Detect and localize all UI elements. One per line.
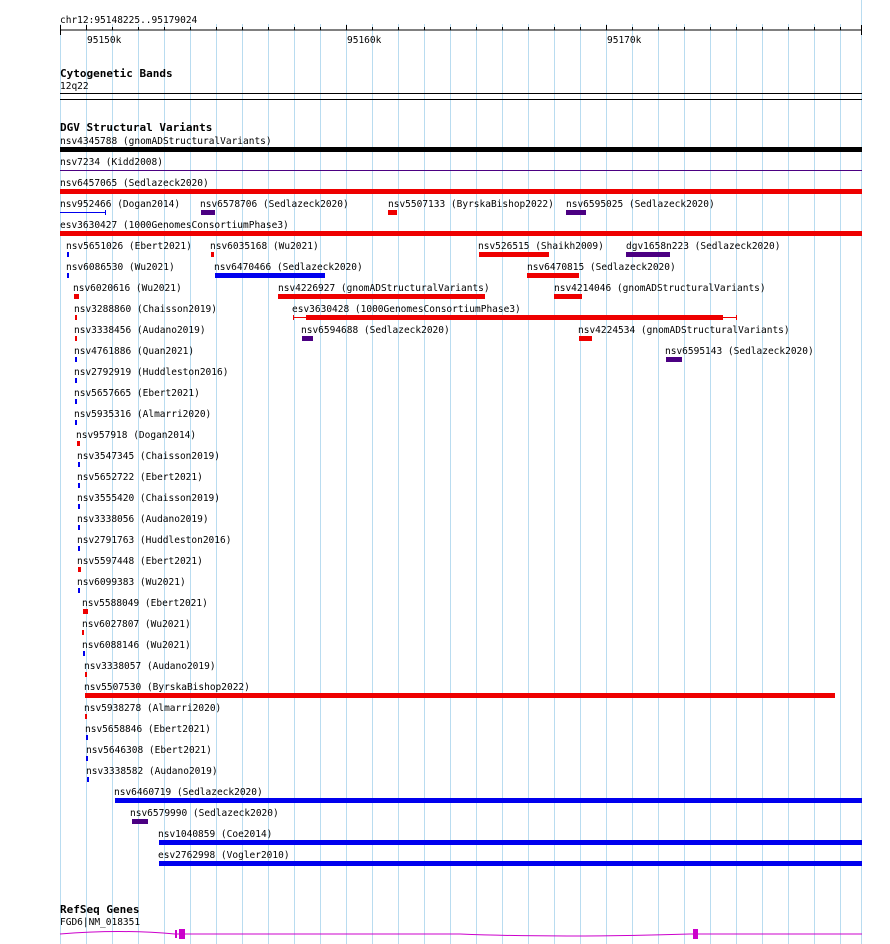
variant-label[interactable]: nsv6579990 (Sedlazeck2020) (130, 808, 279, 819)
variant-bar[interactable] (211, 252, 214, 257)
variant-label[interactable]: nsv3547345 (Chaisson2019) (77, 451, 220, 462)
variant-bar[interactable] (82, 630, 84, 635)
variant-label[interactable]: nsv6594688 (Sedlazeck2020) (301, 325, 450, 336)
variant-bar[interactable] (626, 252, 670, 257)
variant-bar[interactable] (78, 567, 81, 572)
variant-label[interactable]: nsv6086530 (Wu2021) (66, 262, 175, 273)
variant-label[interactable]: nsv4214046 (gnomADStructuralVariants) (554, 283, 766, 294)
variant-label[interactable]: nsv5657665 (Ebert2021) (74, 388, 200, 399)
variant-bar[interactable] (78, 525, 80, 530)
variant-label[interactable]: dgv1658n223 (Sedlazeck2020) (626, 241, 781, 252)
variant-bar[interactable] (85, 693, 835, 698)
variant-label[interactable]: nsv5652722 (Ebert2021) (77, 472, 203, 483)
variant-bar[interactable] (75, 420, 77, 425)
variant-bar[interactable] (388, 210, 397, 215)
variant-bar[interactable] (479, 252, 549, 257)
variant-bar[interactable] (115, 798, 862, 803)
variant-bar[interactable] (527, 273, 579, 278)
variant-bar[interactable] (75, 336, 77, 341)
cytoband-band-bottom[interactable] (60, 99, 862, 100)
variant-label[interactable]: nsv4226927 (gnomADStructuralVariants) (278, 283, 490, 294)
variant-label[interactable]: nsv4224534 (gnomADStructuralVariants) (578, 325, 790, 336)
variant-bar[interactable] (86, 756, 88, 761)
variant-bar[interactable] (566, 210, 586, 215)
refseq-track-title[interactable]: RefSeq Genes (60, 903, 140, 916)
variant-label[interactable]: nsv5651026 (Ebert2021) (66, 241, 192, 252)
variant-label[interactable]: nsv7234 (Kidd2008) (60, 157, 163, 168)
variant-bar[interactable] (302, 336, 313, 341)
variant-bar[interactable] (75, 315, 77, 320)
variant-bar[interactable] (78, 504, 80, 509)
variant-bar[interactable] (159, 861, 862, 866)
variant-bar[interactable] (75, 399, 77, 404)
variant-label[interactable]: esv3630428 (1000GenomesConsortiumPhase3) (292, 304, 521, 315)
variant-bar[interactable] (78, 462, 80, 467)
variant-bar[interactable] (77, 441, 80, 446)
variant-label[interactable]: nsv6099383 (Wu2021) (77, 577, 186, 588)
variant-bar[interactable] (60, 170, 862, 171)
ruler-minor-ticks (61, 25, 841, 30)
variant-bar[interactable] (60, 231, 862, 236)
variant-label[interactable]: nsv3338057 (Audano2019) (84, 661, 216, 672)
variant-label[interactable]: nsv6470466 (Sedlazeck2020) (214, 262, 363, 273)
ruler-tick-label: 95150k (87, 35, 122, 46)
variant-label[interactable]: nsv5507133 (ByrskaBishop2022) (388, 199, 554, 210)
variant-bar[interactable] (60, 189, 862, 194)
variant-label[interactable]: nsv5658846 (Ebert2021) (85, 724, 211, 735)
variant-label[interactable]: nsv957918 (Dogan2014) (76, 430, 197, 441)
refseq-gene-model[interactable] (0, 926, 890, 944)
variant-bar[interactable] (579, 336, 592, 341)
variant-label[interactable]: nsv6027807 (Wu2021) (82, 619, 191, 630)
variant-bar[interactable] (85, 714, 87, 719)
variant-bar[interactable] (554, 294, 582, 299)
variant-label[interactable]: nsv2792919 (Huddleston2016) (74, 367, 229, 378)
variant-label[interactable]: nsv5938278 (Almarri2020) (84, 703, 222, 714)
variant-bar[interactable] (87, 777, 89, 782)
variant-label[interactable]: nsv1040859 (Coe2014) (158, 829, 273, 840)
variant-bar[interactable] (85, 672, 87, 677)
variant-label[interactable]: nsv526515 (Shaikh2009) (478, 241, 604, 252)
variant-label[interactable]: nsv6020616 (Wu2021) (73, 283, 182, 294)
variant-bar[interactable] (278, 294, 485, 299)
variant-bar[interactable] (78, 588, 80, 593)
variant-label[interactable]: nsv3555420 (Chaisson2019) (77, 493, 220, 504)
variant-label[interactable]: nsv6470815 (Sedlazeck2020) (527, 262, 676, 273)
variant-label[interactable]: nsv5507530 (ByrskaBishop2022) (84, 682, 250, 693)
variant-label[interactable]: nsv5597448 (Ebert2021) (77, 556, 203, 567)
variant-label[interactable]: esv2762998 (Vogler2010) (158, 850, 290, 861)
variant-bar[interactable] (666, 357, 682, 362)
variant-label[interactable]: nsv3338056 (Audano2019) (77, 514, 209, 525)
variant-label[interactable]: nsv3338582 (Audano2019) (86, 766, 218, 777)
ruler-tick-label: 95170k (607, 35, 642, 46)
variant-label[interactable]: nsv952466 (Dogan2014) (60, 199, 181, 210)
variant-bar[interactable] (75, 357, 77, 362)
variant-bar-end (736, 315, 737, 320)
variant-label[interactable]: nsv5588049 (Ebert2021) (82, 598, 208, 609)
variant-label[interactable]: nsv6578706 (Sedlazeck2020) (200, 199, 349, 210)
variant-label[interactable]: nsv6035168 (Wu2021) (210, 241, 319, 252)
variant-bar[interactable] (74, 294, 79, 299)
cytoband-band-top[interactable] (60, 93, 862, 94)
variant-label[interactable]: nsv3338456 (Audano2019) (74, 325, 206, 336)
variant-bar[interactable] (215, 273, 325, 278)
variant-bar[interactable] (159, 840, 862, 845)
variant-bar[interactable] (60, 212, 106, 213)
variant-bar[interactable] (60, 147, 862, 152)
variant-label[interactable]: nsv3288860 (Chaisson2019) (74, 304, 217, 315)
variant-bar-core[interactable] (306, 315, 723, 320)
variant-label[interactable]: nsv4761886 (Quan2021) (74, 346, 195, 357)
variant-bar-end (293, 315, 294, 320)
variant-label[interactable]: nsv6595143 (Sedlazeck2020) (665, 346, 814, 357)
cytoband-label: 12q22 (60, 81, 89, 92)
variant-label[interactable]: nsv4345788 (gnomADStructuralVariants) (60, 136, 272, 147)
variant-bar[interactable] (83, 651, 85, 656)
ruler-axis[interactable] (0, 24, 890, 38)
variant-bar[interactable] (67, 252, 69, 257)
variant-bar-end (105, 210, 106, 215)
variant-bar[interactable] (67, 273, 69, 278)
dgv-track-title[interactable]: DGV Structural Variants (60, 121, 213, 134)
variant-label[interactable]: nsv5935316 (Almarri2020) (74, 409, 212, 420)
variant-label[interactable]: nsv6088146 (Wu2021) (82, 640, 191, 651)
variant-bar[interactable] (83, 609, 88, 614)
cytoband-track-title[interactable]: Cytogenetic Bands (60, 67, 173, 80)
variant-label[interactable]: nsv5646308 (Ebert2021) (86, 745, 212, 756)
variant-bar[interactable] (78, 483, 80, 488)
ruler-tick-label: 95160k (347, 35, 382, 46)
variant-label[interactable]: nsv2791763 (Huddleston2016) (77, 535, 232, 546)
variant-label[interactable]: nsv6460719 (Sedlazeck2020) (114, 787, 263, 798)
variant-bar[interactable] (78, 546, 80, 551)
variant-label[interactable]: nsv6457065 (Sedlazeck2020) (60, 178, 209, 189)
variant-bar[interactable] (86, 735, 88, 740)
variant-bar[interactable] (132, 819, 148, 824)
variant-label[interactable]: esv3630427 (1000GenomesConsortiumPhase3) (60, 220, 289, 231)
variant-label[interactable]: nsv6595025 (Sedlazeck2020) (566, 199, 715, 210)
ruler-location: chr12:95148225..95179024 (60, 15, 198, 26)
variant-bar[interactable] (201, 210, 215, 215)
variant-bar[interactable] (75, 378, 77, 383)
refseq-gene-label: FGD6|NM_018351 (60, 917, 141, 928)
